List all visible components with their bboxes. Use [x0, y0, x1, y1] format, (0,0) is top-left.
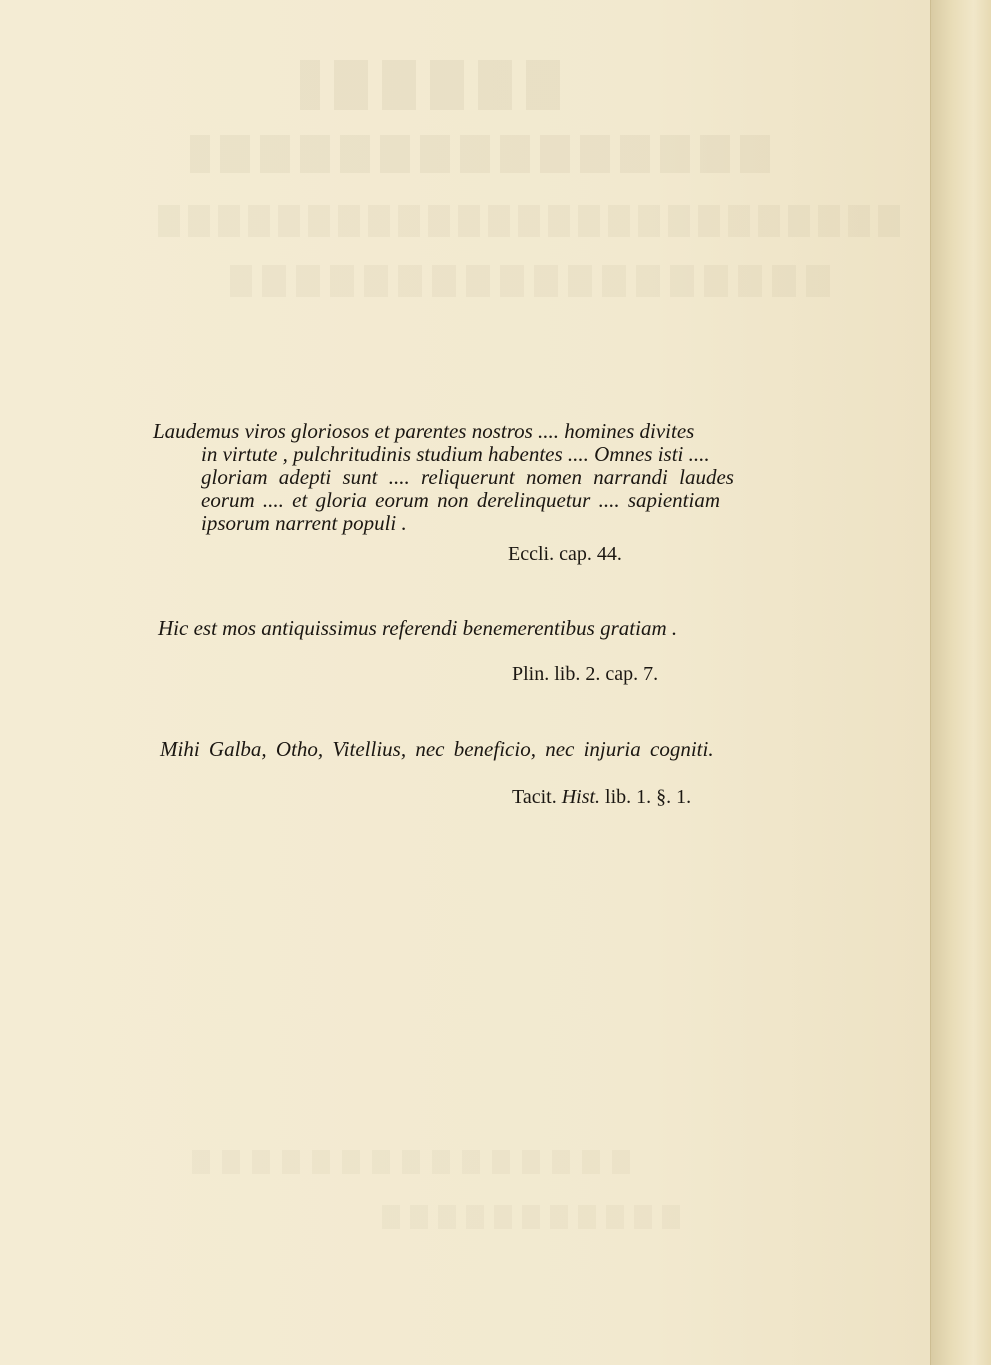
epigraph-1-line-3: gloriam adepti sunt .... reliquerunt nomen narrandi laudes [201, 465, 734, 489]
epigraph-1-line-1: Laudemus viros gloriosos et parentes nostros .... homines divites [153, 419, 695, 443]
epigraph-1-source: Eccli. cap. 44. [508, 543, 622, 565]
show-through-2 [190, 135, 770, 173]
epigraph-3-line-1: Mihi Galba, Otho, Vitellius, nec beneficio, nec injuria cogniti. [160, 737, 714, 761]
page-gutter [930, 0, 991, 1365]
epigraph-2 [158, 617, 677, 640]
show-through-1 [300, 60, 560, 110]
epigraph-1-line-2: in virtute , pulchritudinis studium habentes .... Omnes isti .... [201, 442, 710, 466]
epigraph-1-line-5: ipsorum narrent populi . [201, 511, 407, 535]
epigraph-3-source-author: Tacit. [512, 786, 557, 808]
epigraph-1 [153, 420, 734, 535]
epigraph-3 [160, 738, 714, 761]
epigraph-3-source-rest: lib. 1. §. 1. [605, 786, 692, 808]
show-through-6 [380, 1205, 680, 1229]
epigraph-1-line-4: eorum .... et gloria eorum non derelinquetur .... sapientiam [201, 488, 721, 512]
epigraph-2-line-1: Hic est mos antiquissimus referendi benemerentibus gratiam . [158, 616, 678, 640]
epigraph-2-source: Plin. lib. 2. cap. 7. [512, 663, 659, 685]
show-through-5 [190, 1150, 630, 1174]
show-through-3 [150, 205, 900, 237]
show-through-4 [230, 265, 830, 297]
epigraph-3-source [512, 786, 691, 809]
epigraph-3-source-work: Hist. [561, 786, 601, 808]
